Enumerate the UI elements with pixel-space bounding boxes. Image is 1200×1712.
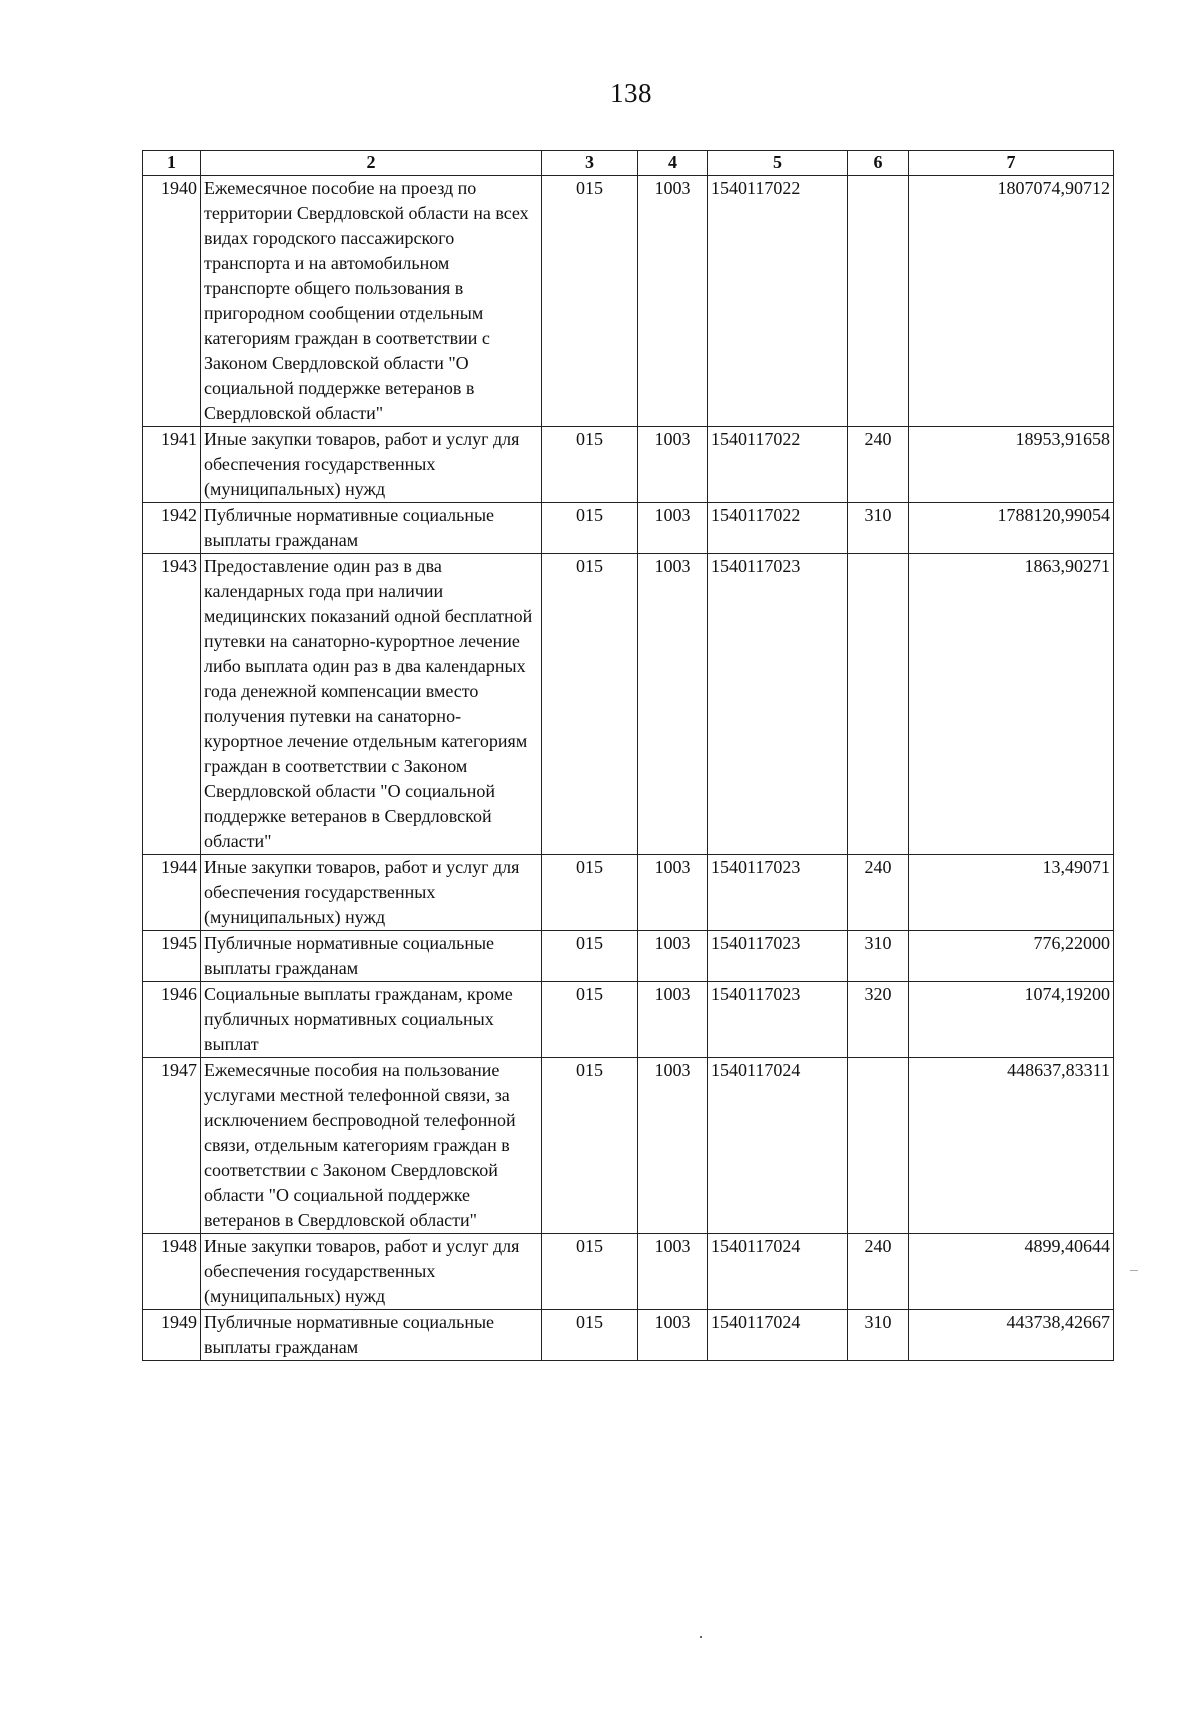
row-admin-code: 015 [542, 554, 638, 855]
table-row [143, 427, 1114, 503]
row-expense-type: 320 [848, 982, 909, 1058]
row-admin-code: 015 [542, 1058, 638, 1234]
row-admin-code: 015 [542, 503, 638, 554]
row-amount: 443738,42667 [909, 1310, 1114, 1361]
row-number: 1942 [143, 503, 201, 554]
row-name: Ежемесячное пособие на проезд по территории Свердловской области на всех видах городского пассажирского транспорта и на автомобильном транспорте общего пользования в пригородном сообщении отдельным категориям граждан в соответствии с Законом Свердловской области "О социальной поддержке ветеранов в Свердловской области" [201, 176, 542, 427]
row-amount: 4899,40644 [909, 1234, 1114, 1310]
budget-table [142, 150, 1114, 1361]
header-col-3: 3 [542, 151, 638, 176]
header-col-5: 5 [708, 151, 848, 176]
table-row [143, 1058, 1114, 1234]
row-section-code: 1003 [638, 982, 708, 1058]
row-expense-type: 240 [848, 855, 909, 931]
scan-artifact-dot [700, 1636, 702, 1638]
row-expense-type [848, 1058, 909, 1234]
header-col-1: 1 [143, 151, 201, 176]
row-amount: 1074,19200 [909, 982, 1114, 1058]
page-number: 138 [610, 78, 652, 108]
row-target-code: 1540117024 [708, 1310, 848, 1361]
row-amount: 448637,83311 [909, 1058, 1114, 1234]
table-row [143, 1234, 1114, 1310]
row-admin-code: 015 [542, 176, 638, 427]
row-admin-code: 015 [542, 1234, 638, 1310]
row-amount: 1807074,90712 [909, 176, 1114, 427]
header-col-6: 6 [848, 151, 909, 176]
row-number: 1947 [143, 1058, 201, 1234]
row-expense-type [848, 554, 909, 855]
row-section-code: 1003 [638, 931, 708, 982]
row-amount: 18953,91658 [909, 427, 1114, 503]
row-target-code: 1540117023 [708, 855, 848, 931]
table-header [143, 151, 1114, 176]
row-name: Ежемесячные пособия на пользование услугами местной телефонной связи, за исключением беспроводной телефонной связи, отдельным категориям граждан в соответствии с Законом Свердловской области "О социальной поддержке ветеранов в Свердловской области" [201, 1058, 542, 1234]
row-number: 1943 [143, 554, 201, 855]
row-target-code: 1540117023 [708, 554, 848, 855]
row-number: 1940 [143, 176, 201, 427]
table-row [143, 1310, 1114, 1361]
table-row [143, 554, 1114, 855]
row-expense-type: 240 [848, 1234, 909, 1310]
row-section-code: 1003 [638, 176, 708, 427]
table-row [143, 503, 1114, 554]
row-expense-type: 310 [848, 931, 909, 982]
row-section-code: 1003 [638, 855, 708, 931]
table-row [143, 176, 1114, 427]
table-row [143, 931, 1114, 982]
row-number: 1944 [143, 855, 201, 931]
scan-artifact-mark [1130, 1270, 1138, 1271]
row-number: 1949 [143, 1310, 201, 1361]
header-col-2: 2 [201, 151, 542, 176]
row-expense-type: 240 [848, 427, 909, 503]
row-section-code: 1003 [638, 427, 708, 503]
table-body [143, 176, 1114, 1361]
row-target-code: 1540117022 [708, 503, 848, 554]
row-name: Публичные нормативные социальные выплаты гражданам [201, 503, 542, 554]
row-amount: 1788120,99054 [909, 503, 1114, 554]
table-row [143, 855, 1114, 931]
row-number: 1941 [143, 427, 201, 503]
row-number: 1945 [143, 931, 201, 982]
row-name: Иные закупки товаров, работ и услуг для обеспечения государственных (муниципальных) нужд [201, 427, 542, 503]
row-section-code: 1003 [638, 554, 708, 855]
row-amount: 1863,90271 [909, 554, 1114, 855]
row-expense-type: 310 [848, 503, 909, 554]
row-expense-type: 310 [848, 1310, 909, 1361]
row-admin-code: 015 [542, 427, 638, 503]
row-target-code: 1540117023 [708, 982, 848, 1058]
row-expense-type [848, 176, 909, 427]
row-target-code: 1540117022 [708, 176, 848, 427]
row-section-code: 1003 [638, 1310, 708, 1361]
row-target-code: 1540117023 [708, 931, 848, 982]
header-col-7: 7 [909, 151, 1114, 176]
header-row [143, 151, 1114, 176]
row-admin-code: 015 [542, 1310, 638, 1361]
row-target-code: 1540117024 [708, 1058, 848, 1234]
row-section-code: 1003 [638, 503, 708, 554]
row-target-code: 1540117022 [708, 427, 848, 503]
row-name: Публичные нормативные социальные выплаты гражданам [201, 1310, 542, 1361]
row-amount: 13,49071 [909, 855, 1114, 931]
row-section-code: 1003 [638, 1058, 708, 1234]
header-col-4: 4 [638, 151, 708, 176]
row-admin-code: 015 [542, 855, 638, 931]
row-number: 1946 [143, 982, 201, 1058]
row-name: Публичные нормативные социальные выплаты гражданам [201, 931, 542, 982]
row-name: Иные закупки товаров, работ и услуг для обеспечения государственных (муниципальных) нужд [201, 855, 542, 931]
row-admin-code: 015 [542, 931, 638, 982]
row-target-code: 1540117024 [708, 1234, 848, 1310]
table-row [143, 982, 1114, 1058]
row-amount: 776,22000 [909, 931, 1114, 982]
row-admin-code: 015 [542, 982, 638, 1058]
row-name: Предоставление один раз в два календарных года при наличии медицинских показаний одной бесплатной путевки на санаторно-курортное лечение либо выплата один раз в два календарных года денежной компенсации вместо получения путевки на санаторно-курортное лечение отдельным категориям граждан в соответствии с Законом Свердловской области "О социальной поддержке ветеранов в Свердловской области" [201, 554, 542, 855]
row-name: Иные закупки товаров, работ и услуг для обеспечения государственных (муниципальных) нужд [201, 1234, 542, 1310]
row-name: Социальные выплаты гражданам, кроме публичных нормативных социальных выплат [201, 982, 542, 1058]
row-number: 1948 [143, 1234, 201, 1310]
row-section-code: 1003 [638, 1234, 708, 1310]
